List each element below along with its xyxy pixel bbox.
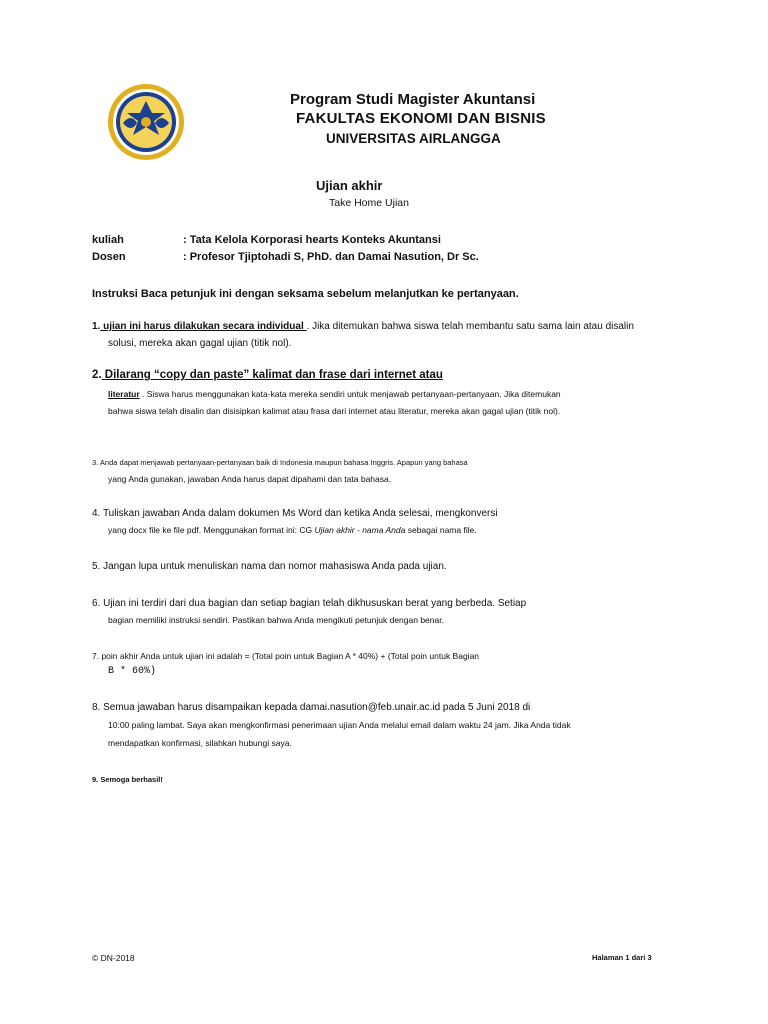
item-8-line2: 10:00 paling lambat. Saya akan mengkonfirmasi penerimaan ujian Anda melalui email dalam waktu 24 jam. Jika Anda tidak xyxy=(108,720,571,730)
course-label: kuliah xyxy=(92,234,124,246)
lecturer-value: : Profesor Tjiptohadi S, PhD. dan Damai Nasution, Dr Sc. xyxy=(183,251,479,263)
item-4-line1: 4. Tuliskan jawaban Anda dalam dokumen Ms Word dan ketika Anda selesai, mengkonversi xyxy=(92,508,498,519)
exam-subtitle: Take Home Ujian xyxy=(329,197,409,209)
university-title: UNIVERSITAS AIRLANGGA xyxy=(326,131,501,146)
item-4-line2-a: yang docx file ke file pdf. Menggunakan format ini: CG xyxy=(108,525,315,535)
item-1-text: . Jika ditemukan bahwa siswa telah membantu satu sama lain atau disalin xyxy=(306,321,634,332)
exam-title: Ujian akhir xyxy=(316,178,383,193)
item-4-line2 xyxy=(108,525,477,535)
item-2-line3: bahwa siswa telah disalin dan disisipkan kalimat atau frasa dari internet atau literatur, mereka akan gagal ujian (titik nol). xyxy=(108,406,561,416)
item-7-line2: B * 60%) xyxy=(108,666,157,677)
instruction-item-2 xyxy=(92,369,443,381)
item-2-literatur: literatur xyxy=(108,389,140,399)
item-3-line2: yang Anda gunakan, jawaban Anda harus dapat dipahami dan tata bahasa. xyxy=(108,474,392,484)
instruction-item-1 xyxy=(92,321,634,332)
item-2-number: 2. xyxy=(92,369,102,381)
item-4-filename: Ujian akhir - nama Anda xyxy=(314,525,406,535)
item-6-line2: bagian memiliki instruksi sendiri. Pastikan bahwa Anda mengikuti petunjuk dengan benar. xyxy=(108,615,444,625)
item-1-number: 1. xyxy=(92,321,101,332)
item-2-line2 xyxy=(108,389,561,399)
item-8-line1: 8. Semua jawaban harus disampaikan kepada damai.nasution@feb.unair.ac.id pada 5 Juni 2018 di xyxy=(92,702,531,713)
item-8-line3: mendapatkan konfirmasi, silahkan hubungi saya. xyxy=(108,738,292,748)
program-title: Program Studi Magister Akuntansi xyxy=(290,91,536,108)
footer-copyright: © DN-2018 xyxy=(92,953,135,963)
item-5: 5. Jangan lupa untuk menuliskan nama dan nomor mahasiswa Anda pada ujian. xyxy=(92,561,447,572)
item-1-line2: solusi, mereka akan gagal ujian (titik nol). xyxy=(108,338,292,349)
university-seal-logo xyxy=(107,83,185,161)
item-2-line2-text: . Siswa harus menggunakan kata-kata mereka sendiri untuk menjawab pertanyaan-pertanyaan. Jika ditemukan xyxy=(139,389,561,399)
item-2-emphasis: Dilarang “copy dan paste” kalimat dan frase dari internet atau xyxy=(101,369,443,381)
item-4-line2-b: sebagai nama file. xyxy=(405,525,477,535)
item-1-emphasis: ujian ini harus dilakukan secara individual xyxy=(100,321,307,332)
footer-page-number: Halaman 1 dari 3 xyxy=(592,953,652,962)
item-6-line1: 6. Ujian ini terdiri dari dua bagian dan setiap bagian telah dikhususkan berat yang berbeda. Setiap xyxy=(92,598,527,609)
item-9: 9. Semoga berhasil! xyxy=(92,775,163,784)
item-3-line1: 3. Anda dapat menjawab pertanyaan-pertanyaan baik di Indonesia maupun bahasa Inggris. Apapun yang bahasa xyxy=(92,458,468,467)
faculty-title: FAKULTAS EKONOMI DAN BISNIS xyxy=(296,110,546,127)
course-value: : Tata Kelola Korporasi hearts Konteks Akuntansi xyxy=(183,234,441,246)
instructions-intro: Instruksi Baca petunjuk ini dengan seksama sebelum melanjutkan ke pertanyaan. xyxy=(92,288,519,300)
item-7-line1: 7. poin akhir Anda untuk ujian ini adalah = (Total poin untuk Bagian A * 40%) + (Total poin untuk Bagian xyxy=(92,651,480,661)
lecturer-label: Dosen xyxy=(92,251,126,263)
